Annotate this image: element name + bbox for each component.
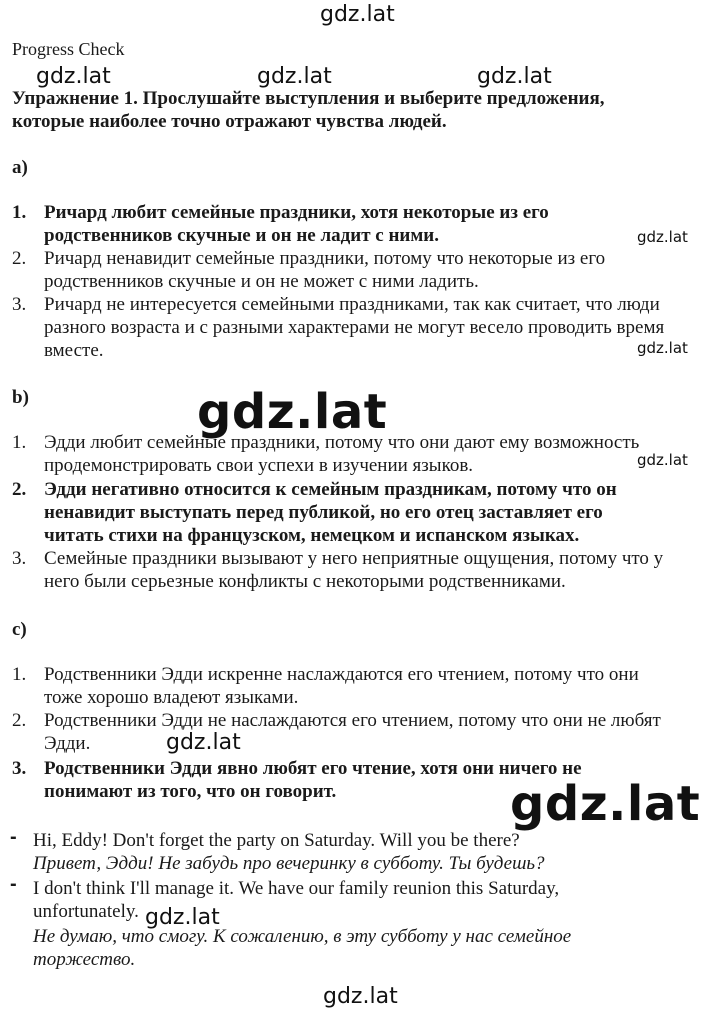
item-line: Эдди негативно относится к семейным праздникам, потому что он [44, 479, 617, 500]
exercise-title-line-1: Упражнение 1. Прослушайте выступления и выберите предложения, [12, 88, 605, 109]
item-number: 2. [12, 710, 27, 731]
item-line: понимают из того, что он говорит. [44, 781, 337, 802]
item-line: разного возраста и с разными характерами не могут весело проводить время [44, 317, 665, 338]
item-line: родственников скучные и он не может с ними ладить. [44, 271, 479, 292]
item-number: 2. [12, 248, 27, 269]
dialogue-translation: Привет, Эдди! Не забудь про вечеринку в субботу. Ты будешь? [33, 853, 545, 874]
watermark: gdz.lat [637, 228, 688, 246]
dialogue-translation: Не думаю, что смогу. К сожалению, в эту субботу у нас семейное [33, 926, 572, 947]
watermark: gdz.lat [197, 384, 388, 440]
item-line: Ричард ненавидит семейные праздники, потому что некоторые из его [44, 248, 606, 269]
watermark: gdz.lat [36, 64, 111, 89]
item-number: 3. [12, 294, 27, 315]
item-line: родственников скучные и он не ладит с ними. [44, 225, 440, 246]
watermark: gdz.lat [145, 905, 220, 930]
item-line: него были серьезные конфликты с некоторыми родственниками. [44, 571, 566, 592]
dialogue-english: Hi, Eddy! Don't forget the party on Saturday. Will you be there? [33, 830, 520, 851]
watermark: gdz.lat [477, 64, 552, 89]
dialogue-english: I don't think I'll manage it. We have our family reunion this Saturday, [33, 878, 560, 899]
section-header: Progress Check [12, 39, 125, 59]
item-line: Эдди любит семейные праздники, потому что они дают ему возможность [44, 432, 640, 453]
item-line: Родственники Эдди искренне наслаждаются его чтением, потому что они [44, 664, 639, 685]
item-line: Ричард любит семейные праздники, хотя некоторые из его [44, 202, 549, 223]
item-number: 3. [12, 548, 27, 569]
watermark: gdz.lat [320, 2, 395, 27]
watermark: gdz.lat [323, 984, 398, 1009]
dialogue-dash: - [10, 826, 17, 848]
item-number: 2. [12, 479, 27, 500]
section-b-label: b) [12, 387, 29, 408]
item-line: читать стихи на французском, немецком и испанском языках. [44, 525, 580, 546]
section-a-label: a) [12, 157, 28, 178]
item-line: тоже хорошо владеют языками. [44, 687, 299, 708]
section-c-label: c) [12, 619, 27, 640]
item-number: 1. [12, 664, 27, 685]
item-number: 3. [12, 758, 27, 779]
watermark: gdz.lat [510, 776, 701, 832]
dialogue-english: unfortunately. [33, 901, 139, 922]
dialogue-translation: торжество. [33, 949, 136, 970]
item-line: Семейные праздники вызывают у него неприятные ощущения, потому что у [44, 548, 664, 569]
item-number: 1. [12, 432, 27, 453]
item-line: Родственники Эдди не наслаждаются его чтением, потому что они не любят [44, 710, 661, 731]
item-line: продемонстрировать свои успехи в изучении языков. [44, 455, 474, 476]
dialogue-dash: - [10, 873, 17, 895]
exercise-title-line-2: которые наиболее точно отражают чувства людей. [12, 111, 447, 132]
watermark: gdz.lat [257, 64, 332, 89]
item-number: 1. [12, 202, 27, 223]
item-line: ненавидит выступать перед публикой, но его отец заставляет его [44, 502, 603, 523]
item-line: Эдди. [44, 733, 91, 754]
item-line: вместе. [44, 340, 104, 361]
item-line: Родственники Эдди явно любят его чтение, хотя они ничего не [44, 758, 582, 779]
watermark: gdz.lat [637, 339, 688, 357]
watermark: gdz.lat [166, 730, 241, 755]
watermark: gdz.lat [637, 451, 688, 469]
item-line: Ричард не интересуется семейными праздниками, так как считает, что люди [44, 294, 660, 315]
